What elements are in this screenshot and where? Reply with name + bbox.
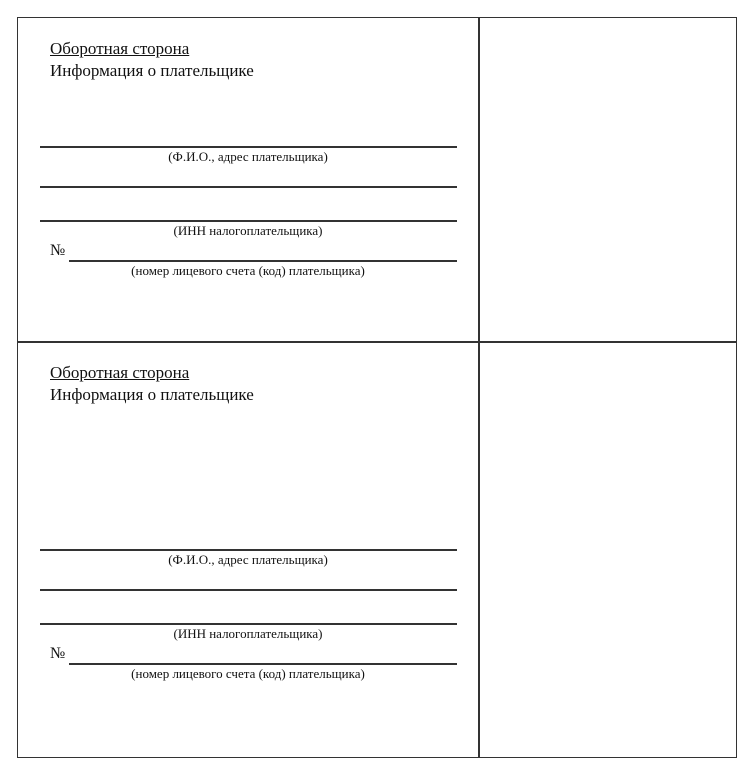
fio-address-field[interactable]	[40, 549, 457, 551]
number-sign: №	[50, 242, 66, 259]
section-subtitle: Информация о плательщике	[50, 61, 254, 80]
fio-label: (Ф.И.О., адрес плательщика)	[168, 149, 328, 164]
extra-field[interactable]	[40, 589, 457, 591]
account-label: (номер лицевого счета (код) плательщика)	[131, 666, 365, 681]
account-number-field[interactable]	[69, 663, 457, 665]
account-label: (номер лицевого счета (код) плательщика)	[131, 263, 365, 278]
section-title: Оборотная сторона	[50, 363, 190, 382]
fio-label: (Ф.И.О., адрес плательщика)	[168, 552, 328, 567]
number-sign: №	[50, 645, 66, 662]
horizontal-divider	[17, 341, 737, 343]
section-subtitle: Информация о плательщике	[50, 385, 254, 404]
section-title: Оборотная сторона	[50, 39, 190, 58]
inn-label: (ИНН налогоплательщика)	[173, 223, 323, 238]
inn-field[interactable]	[40, 623, 457, 625]
inn-label: (ИНН налогоплательщика)	[173, 626, 323, 641]
